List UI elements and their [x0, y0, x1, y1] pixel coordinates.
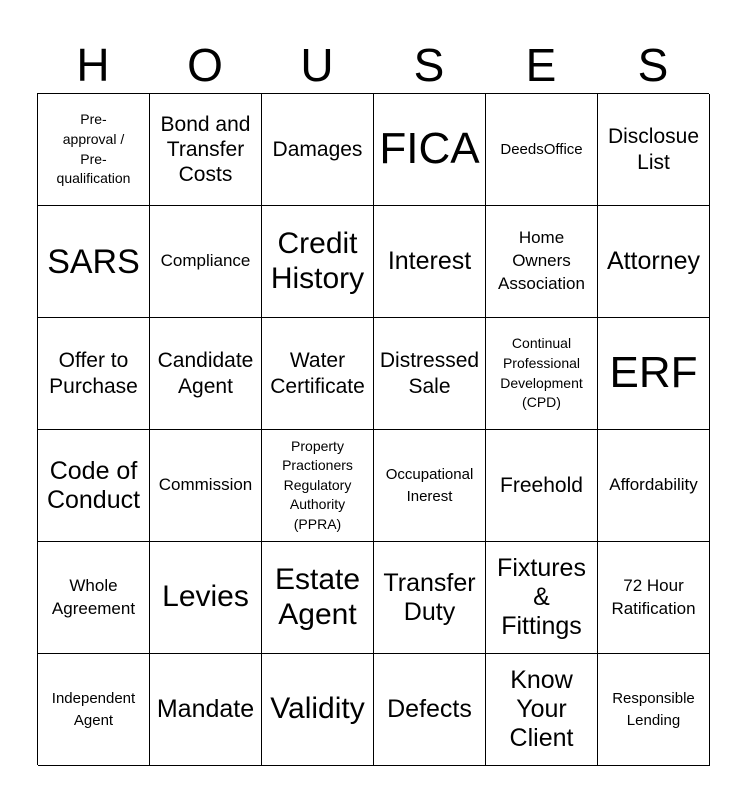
cell-label: Affordability [609, 475, 698, 495]
bingo-cell[interactable] [374, 542, 486, 654]
bingo-cell[interactable] [374, 654, 486, 766]
bingo-cell[interactable] [486, 654, 598, 766]
cell-label: Candidate Agent [157, 349, 254, 398]
cell-label: Offer to Purchase [49, 349, 138, 398]
bingo-cell[interactable] [598, 430, 710, 542]
bingo-cell[interactable] [150, 206, 262, 318]
bingo-cell[interactable] [150, 654, 262, 766]
bingo-cell[interactable] [262, 318, 374, 430]
cell-label: Defects [387, 695, 472, 724]
cell-label: Transfer Duty [383, 568, 476, 626]
header-letter: S [413, 39, 445, 91]
bingo-header [37, 36, 709, 94]
bingo-cell[interactable] [374, 94, 486, 206]
bingo-cell[interactable] [38, 654, 150, 766]
cell-label: Home Owners Association [498, 228, 585, 293]
bingo-cell[interactable] [486, 430, 598, 542]
bingo-cell[interactable] [38, 318, 150, 430]
cell-label: Property Practioners Regulatory Authority (PPRA) [282, 437, 353, 532]
cell-label: Levies [162, 580, 249, 614]
bingo-cell[interactable] [262, 94, 374, 206]
cell-label: Freehold [500, 473, 583, 497]
cell-label: Independent Agent [51, 689, 136, 729]
cell-label: Know Your Client [509, 666, 574, 752]
bingo-cell[interactable] [374, 206, 486, 318]
bingo-cell[interactable] [598, 206, 710, 318]
bingo-cell[interactable] [262, 430, 374, 542]
cell-label: Compliance [160, 251, 251, 271]
bingo-board [37, 93, 709, 765]
cell-label: 72 Hour Ratification [611, 575, 696, 618]
cell-label: Estate Agent [274, 563, 361, 631]
header-letter: U [300, 39, 334, 91]
bingo-cell[interactable] [262, 206, 374, 318]
bingo-cell[interactable] [486, 206, 598, 318]
bingo-cell[interactable] [38, 94, 150, 206]
cell-label: DeedsOffice [500, 140, 583, 158]
bingo-cell[interactable] [598, 542, 710, 654]
cell-label: Pre- approval / Pre- qualification [56, 111, 131, 187]
cell-label: Occupational Inerest [385, 465, 474, 505]
bingo-cell[interactable] [598, 318, 710, 430]
cell-label: Responsible Lending [612, 689, 695, 729]
bingo-cell[interactable] [38, 206, 150, 318]
bingo-cell[interactable] [486, 542, 598, 654]
bingo-cell[interactable] [486, 318, 598, 430]
cell-label: Credit History [270, 227, 365, 295]
header-letter: H [76, 39, 110, 91]
cell-label: Water Certificate [270, 349, 365, 398]
header-letter: S [637, 39, 669, 91]
cell-label: ERF [609, 348, 698, 398]
cell-label: Whole Agreement [51, 575, 136, 618]
cell-label: SARS [47, 242, 140, 281]
cell-label: Damages [272, 137, 363, 161]
bingo-cell[interactable] [262, 654, 374, 766]
bingo-cell[interactable] [486, 94, 598, 206]
cell-label: Bond and Transfer Costs [160, 112, 251, 187]
cell-label: Continual Professional Development (CPD) [500, 335, 583, 411]
bingo-cell[interactable] [38, 430, 150, 542]
cell-label: Interest [387, 247, 472, 276]
bingo-cell[interactable] [150, 318, 262, 430]
cell-label: Validity [270, 692, 365, 726]
cell-label: Fixtures & Fittings [497, 554, 586, 640]
cell-label: Code of Conduct [46, 456, 141, 514]
bingo-cell[interactable] [150, 430, 262, 542]
bingo-cell[interactable] [598, 94, 710, 206]
cell-label: Commission [158, 475, 253, 495]
bingo-cell[interactable] [374, 430, 486, 542]
cell-label: Disclosue List [607, 125, 700, 174]
cell-label: FICA [379, 124, 480, 174]
cell-label: Mandate [156, 695, 255, 724]
bingo-cell[interactable] [150, 542, 262, 654]
cell-label: Distressed Sale [379, 349, 480, 398]
cell-label: Attorney [606, 247, 701, 276]
bingo-cell[interactable] [38, 542, 150, 654]
bingo-cell[interactable] [262, 542, 374, 654]
header-letter: E [525, 39, 557, 91]
bingo-cell[interactable] [598, 654, 710, 766]
header-letter: O [187, 39, 223, 91]
bingo-cell[interactable] [150, 94, 262, 206]
bingo-cell[interactable] [374, 318, 486, 430]
